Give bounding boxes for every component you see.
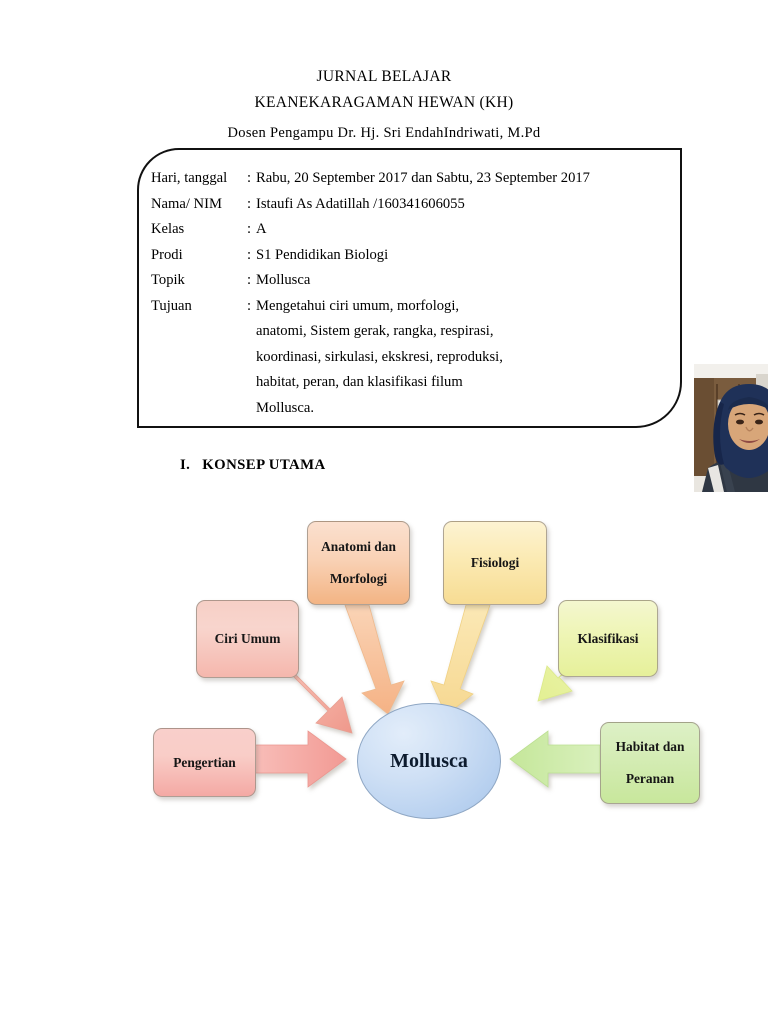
info-row-topik	[151, 268, 571, 294]
info-label: Kelas	[151, 221, 185, 237]
label-line-1: Anatomi dan	[321, 539, 396, 554]
info-separator: :	[247, 272, 252, 288]
arrow-pengertian	[255, 731, 346, 787]
diagram-center-label: Mollusca	[390, 749, 468, 772]
diagram-node-label: Pengertian	[173, 754, 236, 770]
tujuan-line: Mollusca.	[256, 399, 314, 416]
info-separator: :	[247, 170, 252, 186]
arrow-fisiologi	[431, 605, 490, 715]
diagram-node-label: Fisiologi	[470, 555, 520, 570]
tujuan-line: habitat, peran, dan klasifikasi filum	[256, 374, 463, 390]
diagram-node-label	[604, 739, 697, 787]
student-info-box	[137, 148, 682, 428]
tujuan-line: Mengetahui ciri umum, morfologi,	[256, 297, 460, 314]
info-label: Tujuan	[151, 297, 192, 314]
info-label: Prodi	[151, 246, 183, 263]
diagram-center-mollusca[interactable]	[357, 703, 501, 819]
info-separator: :	[247, 246, 252, 263]
lecturer-line: Dosen Pengampu Dr. Hj. Sri EndahIndriwati, M.Pd	[227, 125, 541, 141]
info-value: Istaufi As Adatillah /160341606055	[256, 195, 465, 212]
tujuan-line: koordinasi, sirkulasi, ekskresi, reproduksi,	[256, 348, 503, 365]
info-value: Rabu, 20 September 2017 dan Sabtu, 23 September 2017	[256, 170, 590, 186]
document-header	[0, 64, 768, 146]
arrow-habitat	[510, 731, 600, 787]
label-line-2: Morfologi	[329, 571, 388, 586]
document-title-line-1: JURNAL BELAJAR	[316, 68, 452, 85]
info-row-tujuan	[151, 294, 571, 422]
diagram-node-label: Klasifikasi	[577, 630, 639, 646]
diagram-node-pengertian[interactable]	[153, 728, 256, 797]
info-row-kelas	[151, 217, 571, 243]
info-separator: :	[247, 221, 252, 237]
tujuan-line: anatomi, Sistem gerak, rangka, respirasi,	[256, 323, 494, 339]
info-label: Nama/ NIM	[151, 195, 222, 212]
info-row-prodi	[151, 243, 571, 269]
diagram-node-fisiologi[interactable]	[443, 521, 547, 605]
student-photo	[694, 364, 768, 492]
info-value: A	[256, 221, 267, 237]
diagram-node-habitat[interactable]	[600, 722, 700, 804]
info-row-nama-nim	[151, 192, 571, 218]
student-info-rows	[151, 166, 590, 421]
diagram-node-ciri-umum[interactable]	[196, 600, 299, 678]
arrow-anatomi	[345, 605, 404, 714]
section-heading	[180, 457, 326, 474]
info-separator: :	[247, 195, 252, 212]
info-value: Mollusca	[256, 272, 311, 288]
document-title-line-2: KEANEKARAGAMAN HEWAN (KH)	[254, 94, 514, 111]
info-row-hari-tanggal	[151, 166, 590, 192]
section-title: KONSEP UTAMA	[202, 457, 326, 473]
info-value-multiline	[256, 294, 571, 422]
diagram-node-label: Ciri Umum	[214, 631, 281, 646]
student-photo-image	[694, 364, 768, 492]
info-separator: :	[247, 297, 252, 314]
info-label: Topik	[151, 272, 185, 288]
arrow-ciri-umum	[289, 670, 352, 733]
info-value: S1 Pendidikan Biologi	[256, 246, 389, 263]
diagram-node-klasifikasi[interactable]	[558, 600, 658, 677]
diagram-node-anatomi[interactable]	[307, 521, 410, 605]
diagram-node-label	[309, 539, 408, 587]
section-numeral: I.	[180, 457, 191, 473]
label-line-2: Peranan	[625, 771, 675, 786]
info-label: Hari, tanggal	[151, 170, 228, 186]
label-line-1: Habitat dan	[615, 739, 685, 754]
